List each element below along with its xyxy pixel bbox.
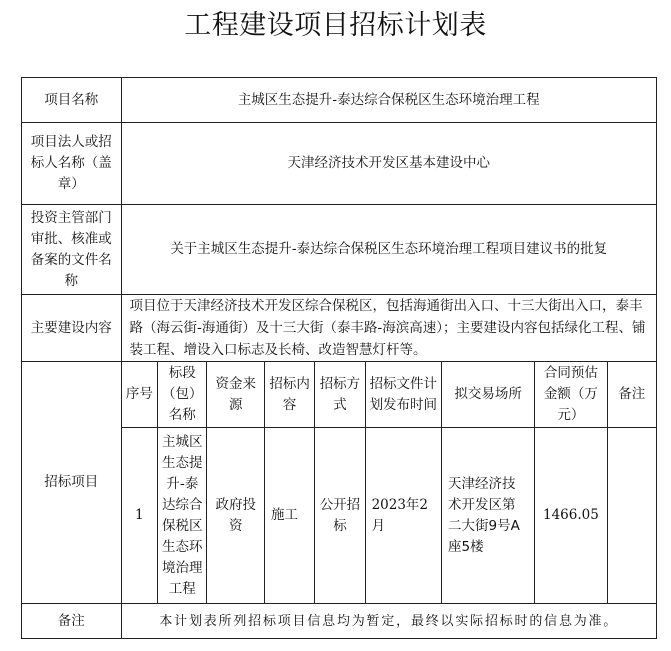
cell-amount: 1466.05 [535, 428, 607, 604]
tender-header-row [22, 362, 657, 428]
header-no: 序号 [121, 362, 158, 428]
header-content: 招标内容 [265, 362, 315, 428]
header-remark: 备注 [607, 362, 656, 428]
main-content-row [22, 295, 657, 362]
cell-publish-time: 2023年2月 [365, 428, 441, 604]
cell-method: 公开招标 [315, 428, 365, 604]
project-name-value: 主城区生态提升-泰达综合保税区生态环境治理工程 [121, 78, 656, 123]
cell-funding: 政府投资 [207, 428, 265, 604]
legal-person-label: 项目法人或招标人名称（盖章） [22, 123, 122, 205]
tender-plan-table [21, 77, 657, 639]
project-name-label: 项目名称 [22, 78, 122, 123]
main-content-label: 主要建设内容 [22, 295, 122, 362]
cell-section: 主城区生态提升-泰达综合保税区生态环境治理工程 [158, 428, 207, 604]
cell-remark [607, 428, 656, 604]
legal-person-row [22, 123, 657, 205]
header-amount: 合同预估金额（万元） [535, 362, 607, 428]
cell-no: 1 [121, 428, 158, 604]
cell-venue: 天津经济技术开发区第二大街9号A座5楼 [442, 428, 535, 604]
header-section: 标段（包）名称 [158, 362, 207, 428]
header-publish-time: 招标文件计划发布时间 [365, 362, 441, 428]
remarks-value: 本计划表所列招标项目信息均为暂定，最终以实际招标时的信息为准。 [121, 604, 656, 639]
remarks-row [22, 604, 657, 639]
approval-doc-value: 关于主城区生态提升-泰达综合保税区生态环境治理工程项目建议书的批复 [121, 205, 656, 295]
header-funding: 资金来源 [207, 362, 265, 428]
header-venue: 拟交易场所 [442, 362, 535, 428]
cell-content: 施工 [265, 428, 315, 604]
tender-items-label: 招标项目 [22, 362, 122, 604]
project-name-row [22, 78, 657, 123]
remarks-label: 备注 [22, 604, 122, 639]
header-method: 招标方式 [315, 362, 365, 428]
legal-person-value: 天津经济技术开发区基本建设中心 [121, 123, 656, 205]
approval-doc-label: 投资主管部门审批、核准或备案的文件名称 [22, 205, 122, 295]
page-title: 工程建设项目招标计划表 [184, 10, 487, 41]
approval-doc-row [22, 205, 657, 295]
main-content-value: 项目位于天津经济技术开发区综合保税区，包括海通街出入口、十三大街出入口，泰丰路（海云街-海通街）及十三大街（泰丰路-海滨高速）；主要建设内容包括绿化工程、铺装工程、增设入口标志及长椅、改造智慧灯杆等。 [121, 295, 656, 362]
